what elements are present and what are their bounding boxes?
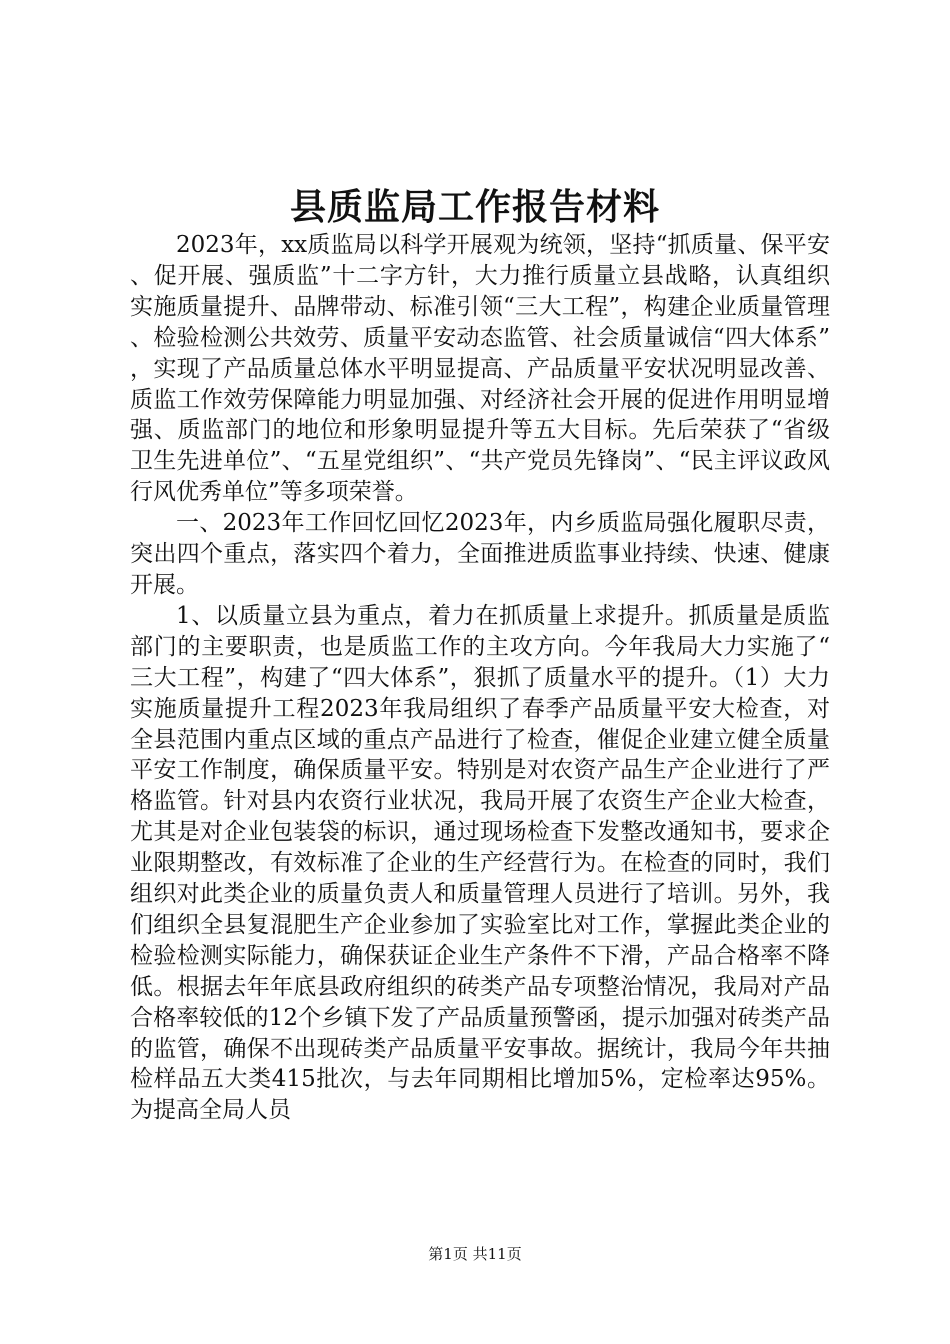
document-title: 县质监局工作报告材料 bbox=[289, 186, 660, 228]
paragraph-quality-focus: 1、以质量立县为重点，着力在抓质量上求提升。抓质量是质监部门的主要职责，也是质监工作的主攻方向。今年我局大力实施了“三大工程”，构建了“四大体系”，狠抓了质量水平的提升。（1）大力实施质量提升工程2023年我局组织了春季产品质量平安大检查，对全县范围内重点区域的重点产品进行了检查，催促企业建立健全质量平安工作制度，确保质量平安。特别是对农资产品生产企业进行了严格监管。针对县内农资行业状况，我局开展了农资生产企业大检查，尤其是对企业包装袋的标识，通过现场检查下发整改通知书，要求企业限期整改，有效标准了企业的生产经营行为。在检查的同时，我们组织对此类企业的质量负责人和质量管理人员进行了培训。另外，我们组织全县复混肥生产企业参加了实验室比对工作，掌握此类企业的检验检测实际能力，确保获证企业生产条件不下滑，产品合格率不降低。根据去年年底县政府组织的砖类产品专项整治情况，我局对产品合格率较低的12个乡镇下发了产品质量预警函，提示加强对砖类产品的监管，确保不出现砖类产品质量平安事故。据统计，我局今年共抽检样品五大类415批次，与去年同期相比增加5%，定检率达95%。为提高全局人员 bbox=[130, 602, 830, 1124]
document-body bbox=[130, 230, 830, 1126]
page-number-footer: 第1页 共11页 bbox=[428, 1245, 522, 1263]
paragraph-section-one: 一、2023年工作回忆回忆2023年，内乡质监局强化履职尽责，突出四个重点，落实四个着力，全面推进质监事业持续、快速、健康开展。 bbox=[130, 510, 830, 598]
paragraph-intro: 2023年，xx质监局以科学开展观为统领，坚持“抓质量、保平安、促开展、强质监”十二字方针，大力推行质量立县战略，认真组织实施质量提升、品牌带动、标准引领“三大工程”，构建企业质量管理、检验检测公共效劳、质量平安动态监管、社会质量诚信“四大体系”，实现了产品质量总体水平明显提高、产品质量平安状况明显改善、质监工作效劳保障能力明显加强、对经济社会开展的促进作用明显增强、质监部门的地位和形象明显提升等五大目标。先后荣获了“省级卫生先进单位”、“五星党组织”、“共产党员先锋岗”、“民主评议政风行风优秀单位”等多项荣誉。 bbox=[130, 232, 830, 506]
